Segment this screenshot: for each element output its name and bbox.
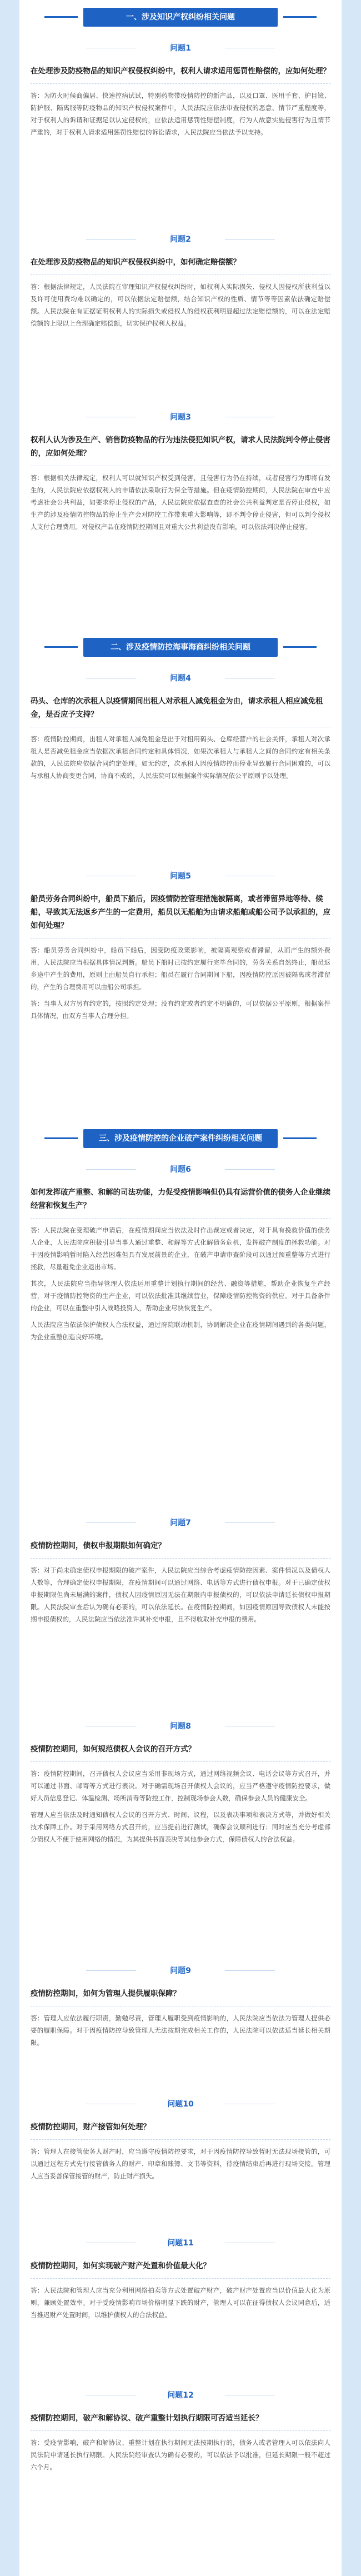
answer-paragraph: 答：对于尚未确定债权申报期限的破产案件，人民法院应当综合考虑疫情防控因素、案件情况以及债权人人数等，合理确定债权申报期限，在疫情期间可以通过网络、电话等方式进行债权申报。对于已确定债权申报期限但尚未届满的案件，债权人因疫情原因无法在期限内申报债权的，可以依法申请延长债权申报期限。人民法院审查后认为确有必要的，可以依法延长。在疫情防控期间，如因疫情原因导致债权人未能按期申报债权的，人民法院应当依法准许其补充申报，且不得收取补充申报的费用。 [31, 1566, 330, 1623]
question-title: 疫情防控期间，债权申报期限如何确定？ [31, 1535, 330, 1559]
question-card [19, 1715, 342, 1845]
question-title: 疫情防控期间，如何规范债权人会议的召开方式？ [31, 1738, 330, 1762]
question-title: 权利人认为涉及生产、销售防疫物品的行为违法侵犯知识产权，请求人民法院判令停止侵害的，应如何处理？ [31, 429, 330, 466]
answer-paragraph: 答：人民法院和管理人应当充分利用网络拍卖等方式处置破产财产，破产财产处置应当以价值最大化为原则，兼顾处置效率。对于受疫情影响市场价格明显下跌的财产，管理人可以在征得债权人会议同意后，适当推迟财产处置时间，以维护债权人的合法权益。 [31, 2287, 330, 2319]
question-card [19, 1959, 342, 2049]
question-label: 问题7 [142, 1514, 219, 1532]
question-label: 问题8 [142, 1717, 219, 1736]
question-label: 问题1 [142, 39, 219, 58]
question-title: 疫情防控期间，破产和解协议、破产重整计划执行期限可否适当延长？ [31, 2407, 330, 2431]
answer-paragraph: 答：根据相关法律规定，权利人可以就知识产权受到侵害，且侵害行为仍在持续，或者侵害行为即将有发生的，人民法院应依据权利人的申请依法采取行为保全等措施。但在疫情防控期间，人民法院在审查中应考虑社会公共利益，如要求停止侵权的产品，人民法院应依据查查的社会公共利益判定是否停止侵权，如生产的涉及疫情防控物品的停止生产会对防控工作带来重大影响等，即不判令停止侵害，但可以判令侵权人支付合理费用。对侵权产品在疫情防控期间且对重大公共利益没有影响，可以依法判决停止侵害。 [31, 474, 330, 531]
question-card [19, 2093, 342, 2182]
question-card [19, 1511, 342, 1625]
question-card [19, 406, 342, 533]
answer-paragraph: 答：管理人应依法履行职责，勤勉尽责，管理人履职受到疫情影响的，人民法院应当依法为管理人提供必要的履职保障。对于因疫情防控导致管理人无法按期完成相关工作的，人民法院可以依法适当延长相关期限。 [31, 2014, 330, 2046]
answer-body [31, 2279, 330, 2321]
answer-body [31, 2140, 330, 2182]
answer-body [31, 2006, 330, 2049]
question-title: 疫情防控期间，如何为管理人提供履职保障？ [31, 1983, 330, 2006]
answer-paragraph: 其次，人民法院应当指导管理人依法运用重整计划执行期间的经营、融资等措施，帮助企业恢复生产经营，对于疫情防控物资的生产企业，可以依法批准其继续营业，保障疫情防控物资的供应。对于具备条件的企业，可以在重整中引入战略投资人，帮助企业尽快恢复生产。 [31, 1280, 330, 1312]
answer-paragraph: 答：管理人在接管债务人财产时，应当遵守疫情防控要求，对于因疫情防控导致暂时无法现场接管的，可以通过远程方式先行接管债务人的财产、印章和账簿、文书等资料，待疫情结束后再进行现场交接。管理人应当妥善保管接管的财产，防止财产损失。 [31, 2148, 330, 2180]
answer-body [31, 1219, 330, 1343]
answer-body [31, 466, 330, 533]
question-label: 问题5 [142, 867, 219, 886]
question-label: 问题6 [142, 1160, 219, 1179]
question-card [19, 667, 342, 782]
answer-body [31, 1559, 330, 1625]
question-title: 在处理涉及防疫物品的知识产权侵权纠纷中，权利人请求适用惩罚性赔偿的，应如何处理？ [31, 60, 330, 84]
question-title: 疫情防控期间，如何实现破产财产处置和价值最大化？ [31, 2255, 330, 2279]
answer-paragraph: 管理人应当依法及时通知债权人会议的召开方式、时间、议程，以及表决事项和表决方式等，并做好相关技术保障工作。对于采用网络方式召开的，应当提前进行测试，确保会议顺利进行；同时应当充分考虑部分债权人不便于使用网络的情况，为其提供书面表决等其他参会方式，保障债权人的合法权益。 [31, 1811, 330, 1843]
section-banner: 三、涉及疫情防控的企业破产案件纠纷相关问题 [83, 1129, 278, 1148]
section-banner: 二、涉及疫情防控海事海商纠纷相关问题 [83, 638, 278, 657]
question-card [19, 865, 342, 1022]
question-label: 问题9 [142, 1961, 219, 1980]
question-title: 疫情防控期间，财产接管如何处理？ [31, 2116, 330, 2140]
question-label: 问题12 [142, 2386, 219, 2405]
answer-paragraph: 答：人民法院在受理破产申请后，在疫情期间应当依法及时作出裁定或者决定，对于具有挽救价值的债务人企业，人民法院应积极引导当事人通过重整、和解等方式化解债务危机，发挥破产制度的拯救功能。对于因疫情影响暂时陷入经营困难但具有发展前景的企业，在破产申请审查阶段可以通过预重整等方式进行拯救，尽量避免企业退出市场。 [31, 1226, 330, 1271]
answer-paragraph: 答：为防火时候商偏居、快速控病试试，特别药物带疫情防控的新产品，以及口罩、医用手套、护目镜、防护服、隔离服等防疫物品的知识产权侵权案件中，人民法院应依法审查侵权的恶意、情节严重程度等，对于权利人的诉请和证据足以认定侵权的，应依法适用惩罚性赔偿制度，行为人故意实施侵害行为且情节严重的，对于权利人请求适用惩罚性赔偿的诉讼请求，人民法院应当依法予以支持。 [31, 92, 330, 136]
question-title: 船员劳务合同纠纷中，船员下船后，因疫情防控管理措施被隔离，或者滞留异地等待、候船，导致其无法返乡产生的一定费用，船员以无船舶为由请求船舶或船公司予以承担的，应如何处理？ [31, 888, 330, 938]
answer-paragraph: 答：当事人双方另有约定的，按照约定处理；没有约定或者约定不明确的，可以依据公平原则，根据案件具体情况，由双方当事人合理分担。 [31, 1000, 330, 1020]
question-label: 问题4 [142, 669, 219, 688]
question-card [19, 1158, 342, 1343]
question-card [19, 37, 342, 138]
section-banner: 一、涉及知识产权纠纷相关问题 [83, 8, 278, 27]
answer-paragraph: 答：根据法律规定，人民法院在审理知识产权侵权纠纷时，如权利人实际损失、侵权人因侵权所获利益以及许可使用费均难以确定的，可以依据法定赔偿额，结合知识产权的性质、情节等等因素依法确定赔偿额。人民法院在有证据证明权利人的实际损失或侵权人的侵权获利明显超过法定赔偿额的，可以在法定赔偿额的上限以上合理确定赔偿额，切实保护权利人权益。 [31, 283, 330, 327]
question-label: 问题2 [142, 230, 219, 249]
answer-body [31, 727, 330, 782]
question-card [19, 2384, 342, 2473]
answer-paragraph: 人民法院应当依法保护债权人合法权益，通过府院联动机制，协调解决企业在疫情期间遇到的各类问题，为企业重整创造良好环境。 [31, 1321, 330, 1341]
question-title: 码头、仓库的次承租人以疫情期间出租人对承租人减免租金为由，请求承租人相应减免租金，是否应予支持？ [31, 690, 330, 727]
answer-body [31, 938, 330, 1022]
answer-body [31, 275, 330, 330]
answer-body [31, 1762, 330, 1845]
question-label: 问题10 [142, 2095, 219, 2114]
answer-paragraph: 答：受疫情影响，破产和解协议、重整计划在执行期间无法按期执行的，债务人或者管理人可以依法向人民法院申请延长执行期限。人民法院经审查认为确有必要的，可以依法予以批准，但延长期限一般不超过六个月。 [31, 2439, 330, 2471]
answer-body [31, 84, 330, 138]
answer-paragraph: 答：疫情防控期间，出租人对承租人减免租金是出于对租用码头、仓库经营户的社会关怀，承租人对次承租人是否减免租金应当依据次承租合同约定和具体情况，如果次承租人与承租人之间的合同约定有相关条款的，人民法院应依据合同约定处理。如无约定，次承租人因疫情防控而停业导致履行合同困难的，可以与承租人协商变更合同，协商不成的，人民法院可以根据案件实际情况依公平原则予以处理。 [31, 735, 330, 780]
question-label: 问题3 [142, 408, 219, 427]
answer-body [31, 2431, 330, 2473]
question-card [19, 2231, 342, 2321]
question-title: 如何发挥破产重整、和解的司法功能，力促受疫情影响但仍具有运营价值的债务人企业继续经营和恢复生产？ [31, 1181, 330, 1219]
question-card [19, 228, 342, 330]
answer-paragraph: 答：船员劳务合同纠纷中，船员下船后，因受防疫政策影响，被隔离观察或者滞留，从而产生的额外费用，人民法院应当根据具体情况判断。船员下船时已按约定履行完毕合同的，劳务关系自然终止，船员返乡途中产生的费用，原则上由船员自行承担；船员在履行合同期间下船，因疫情防控原因被隔离或者滞留的，产生的合理费用可以由船公司承担。 [31, 946, 330, 991]
question-title: 在处理涉及防疫物品的知识产权侵权纠纷中，如何确定赔偿额？ [31, 251, 330, 275]
answer-paragraph: 答：疫情防控期间，召开债权人会议应当采用非现场方式，通过网络视频会议、电话会议等方式召开，并可以通过书面、邮寄等方式进行表决。对于确需现场召开债权人会议的，应当严格遵守疫情防控要求，做好人员信息登记、体温检测、场所消毒等防控工作，控制现场参会人数，确保参会人员的健康安全。 [31, 1770, 330, 1802]
question-label: 问题11 [142, 2234, 219, 2253]
